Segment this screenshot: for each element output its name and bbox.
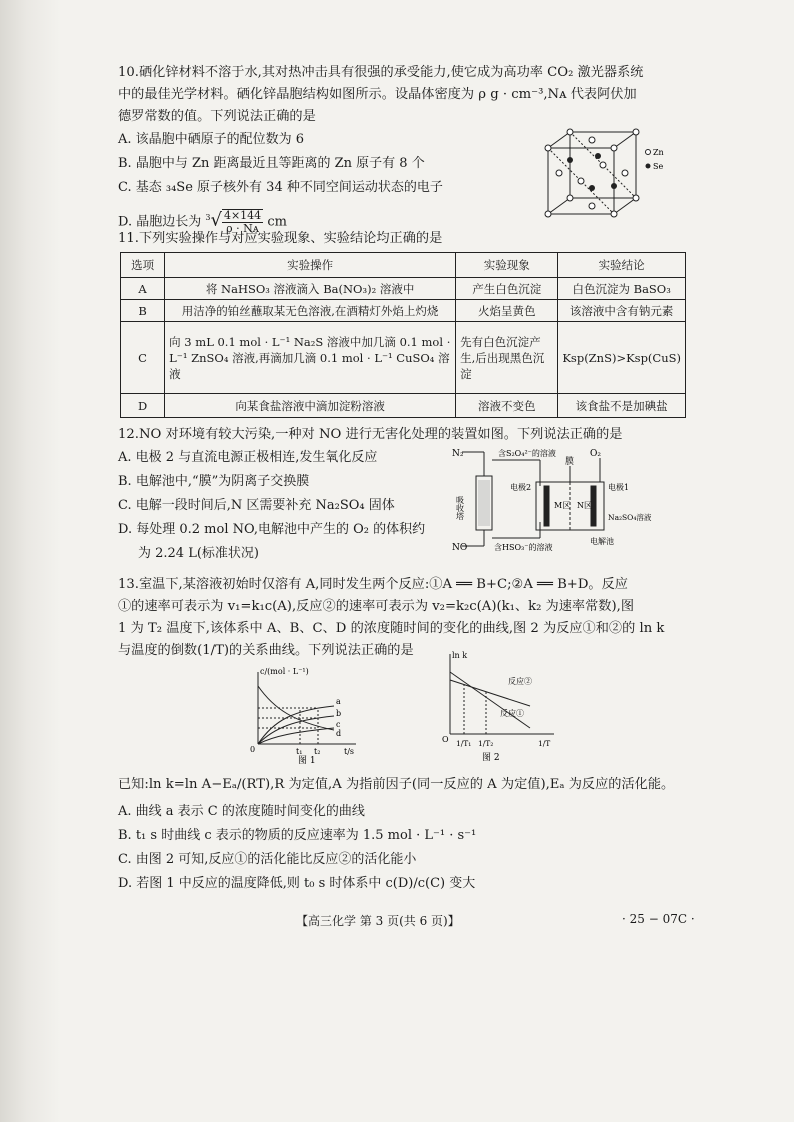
q10-stem-line2: 中的最佳光学材料。硒化锌晶胞结构如图所示。设晶体密度为 ρ g · cm⁻³,Nᴀ 代表阿伏加 — [118, 87, 637, 102]
footer-page-info: 【高三化学 第 3 页(共 6 页)】 — [296, 914, 460, 928]
fig1-curve-b: b — [336, 709, 342, 718]
row-a-phenomenon: 产生白色沉淀 — [456, 278, 558, 300]
label-o2: O₂ — [590, 449, 601, 459]
fig1-caption: 图 1 — [298, 756, 316, 764]
row-d-conclusion: 该食盐不是加碘盐 — [558, 394, 686, 418]
q13-stem-line3: 1 为 T₂ 温度下,该体系中 A、B、C、D 的浓度随时间的变化的曲线,图 2 为反应①和②的 ln k — [118, 621, 665, 636]
legend-zn-label: Zn — [653, 148, 664, 157]
figure-2-lnk — [430, 646, 560, 766]
q10-option-d: D. 晶胞边长为 $^3$√ $\frac{4\times 144}{\text{ρ · Nᴀ}}$ cm — [118, 208, 287, 235]
row-c-option: C — [121, 322, 165, 394]
label-electrode1: 电极1 — [608, 483, 630, 492]
row-d-phenomenon: 溶液不变色 — [456, 394, 558, 418]
experiment-table — [120, 252, 686, 418]
q12-option-a: A. 电极 2 与直流电源正极相连,发生氧化反应 — [118, 450, 378, 465]
cube-root-index: 3 — [205, 213, 211, 222]
q10-stem-line1: 10.硒化锌材料不溶于水,其对热冲击具有很强的承受能力,使它成为高功率 CO₂ 激光器系统 — [118, 65, 644, 80]
row-b-phenomenon: 火焰呈黄色 — [456, 300, 558, 322]
electrolysis-figure — [450, 446, 670, 552]
fig2-x2: 1/T₂ — [478, 739, 494, 748]
fig2-x3: 1/T — [538, 739, 551, 748]
fig2-origin: O — [442, 735, 449, 744]
fig2-ylabel: ln k — [452, 651, 468, 660]
q10-frac-num: 4×144 — [223, 208, 262, 222]
table-row — [121, 394, 686, 418]
question-13 — [118, 574, 683, 662]
row-b-option: B — [121, 300, 165, 322]
legend-se-label: Se — [653, 162, 664, 171]
label-absorber: 吸收塔 — [455, 496, 465, 520]
crystal-cell-figure — [540, 126, 670, 226]
q10-option-d-prefix: D. 晶胞边长为 — [118, 214, 202, 230]
table-header-row — [121, 253, 686, 278]
row-a-option: A — [121, 278, 165, 300]
label-na2so4: Na₂SO₄溶液 — [608, 513, 652, 522]
header-conclusion: 实验结论 — [558, 253, 686, 278]
q13-stem-line2: ①的速率可表示为 v₁=k₁c(A),反应②的速率可表示为 v₂=k₂c(A)(k₁、k₂ 为速率常数),图 — [118, 599, 635, 614]
fig1-origin: 0 — [250, 745, 256, 754]
row-c-operation: 向 3 mL 0.1 mol · L⁻¹ Na₂S 溶液中加几滴 0.1 mol · L⁻¹ ZnSO₄ 溶液,再滴加几滴 0.1 mol · L⁻¹ CuSO₄ 溶液 — [165, 322, 456, 394]
q13-option-c: C. 由图 2 可知,反应①的活化能比反应②的活化能小 — [118, 852, 417, 867]
scan-shadow — [0, 0, 60, 1122]
fig1-t2: t₂ — [314, 747, 321, 756]
label-n2: N₂ — [452, 449, 464, 459]
fig2-reaction2: 反应② — [508, 677, 532, 686]
figure-1-concentration — [244, 664, 364, 764]
question-13-body — [118, 774, 698, 896]
table-row — [121, 322, 686, 394]
row-c-conclusion: Ksp(ZnS)>Ksp(CuS) — [558, 322, 686, 394]
label-m-zone: M区 — [554, 501, 571, 510]
header-operation: 实验操作 — [165, 253, 456, 278]
q13-stem-line1: 13.室温下,某溶液初始时仅溶有 A,同时发生两个反应:①A ══ B+C;②A ══ B+D。反应 — [118, 577, 628, 592]
fig1-curve-a: a — [336, 697, 341, 706]
footer-code: · 25 − 07C · — [622, 912, 695, 926]
label-cell: 电解池 — [590, 537, 614, 546]
q13-option-d: D. 若图 1 中反应的温度降低,则 t₀ s 时体系中 c(D)/c(C) 变大 — [118, 876, 476, 891]
header-phenomenon: 实验现象 — [456, 253, 558, 278]
fig1-ylabel: c/(mol · L⁻¹) — [260, 667, 309, 676]
q13-stem-line4: 与温度的倒数(1/T)的关系曲线。下列说法正确的是 — [118, 643, 414, 658]
row-c-phenomenon: 先有白色沉淀产生,后出现黑色沉淀 — [456, 322, 558, 394]
q10-frac-den: ρ · Nᴀ — [226, 221, 259, 235]
table-row — [121, 278, 686, 300]
fig1-curve-d: d — [336, 729, 342, 738]
label-bottom-solution: 含HSO₃⁻的溶液 — [494, 543, 553, 552]
row-b-conclusion: 该溶液中含有钠元素 — [558, 300, 686, 322]
q12-option-c: C. 电解一段时间后,N 区需要补充 Na₂SO₄ 固体 — [118, 498, 395, 513]
question-11-stem: 11.下列实验操作与对应实验现象、实验结论均正确的是 — [118, 231, 443, 246]
q13-option-b: B. t₁ s 时曲线 c 表示的物质的反应速率为 1.5 mol · L⁻¹ · s⁻¹ — [118, 828, 477, 843]
fig2-caption: 图 2 — [482, 753, 500, 763]
row-b-operation: 用洁净的铂丝蘸取某无色溶液,在酒精灯外焰上灼烧 — [165, 300, 456, 322]
q10-option-c: C. 基态 ₃₄Se 原子核外有 34 种不同空间运动状态的电子 — [118, 180, 443, 195]
q10-unit: cm — [267, 214, 287, 230]
label-n-zone: N区 — [577, 501, 592, 510]
table-row — [121, 300, 686, 322]
row-a-operation: 将 NaHSO₃ 溶液滴入 Ba(NO₃)₂ 溶液中 — [165, 278, 456, 300]
q12-option-d-line2: 为 2.24 L(标准状况) — [138, 546, 259, 561]
header-option: 选项 — [121, 253, 165, 278]
fig2-x1: 1/T₁ — [456, 739, 472, 748]
fig1-xlabel: t/s — [344, 747, 355, 756]
label-electrode2: 电极2 — [510, 483, 532, 492]
q12-option-b: B. 电解池中,“膜”为阴离子交换膜 — [118, 474, 310, 489]
q13-option-a: A. 曲线 a 表示 C 的浓度随时间变化的曲线 — [118, 804, 365, 819]
q12-option-d-line1: D. 每处理 0.2 mol NO,电解池中产生的 O₂ 的体积约 — [118, 522, 426, 537]
row-d-operation: 向某食盐溶液中滴加淀粉溶液 — [165, 394, 456, 418]
label-top-solution: 含S₂O₄²⁻的溶液 — [498, 449, 556, 458]
fig2-reaction1: 反应① — [500, 709, 524, 718]
label-no: NO — [452, 543, 468, 552]
q10-stem-line3: 德罗常数的值。下列说法正确的是 — [118, 109, 316, 124]
label-membrane: 膜 — [565, 457, 575, 467]
q12-stem: 12.NO 对环境有较大污染,一种对 NO 进行无害化处理的装置如图。下列说法正确的是 — [118, 427, 623, 442]
fig1-t1: t₁ — [296, 747, 303, 756]
q13-known: 已知:ln k=ln A−Eₐ/(RT),R 为定值,A 为指前因子(同一反应的 A 为定值),Eₐ 为反应的活化能。 — [118, 777, 675, 792]
row-d-option: D — [121, 394, 165, 418]
q10-option-a: A. 该晶胞中硒原子的配位数为 6 — [118, 132, 305, 147]
fig1-curve-c: c — [336, 720, 341, 729]
row-a-conclusion: 白色沉淀为 BaSO₃ — [558, 278, 686, 300]
q10-option-b: B. 晶胞中与 Zn 距离最近且等距离的 Zn 原子有 8 个 — [118, 156, 425, 171]
